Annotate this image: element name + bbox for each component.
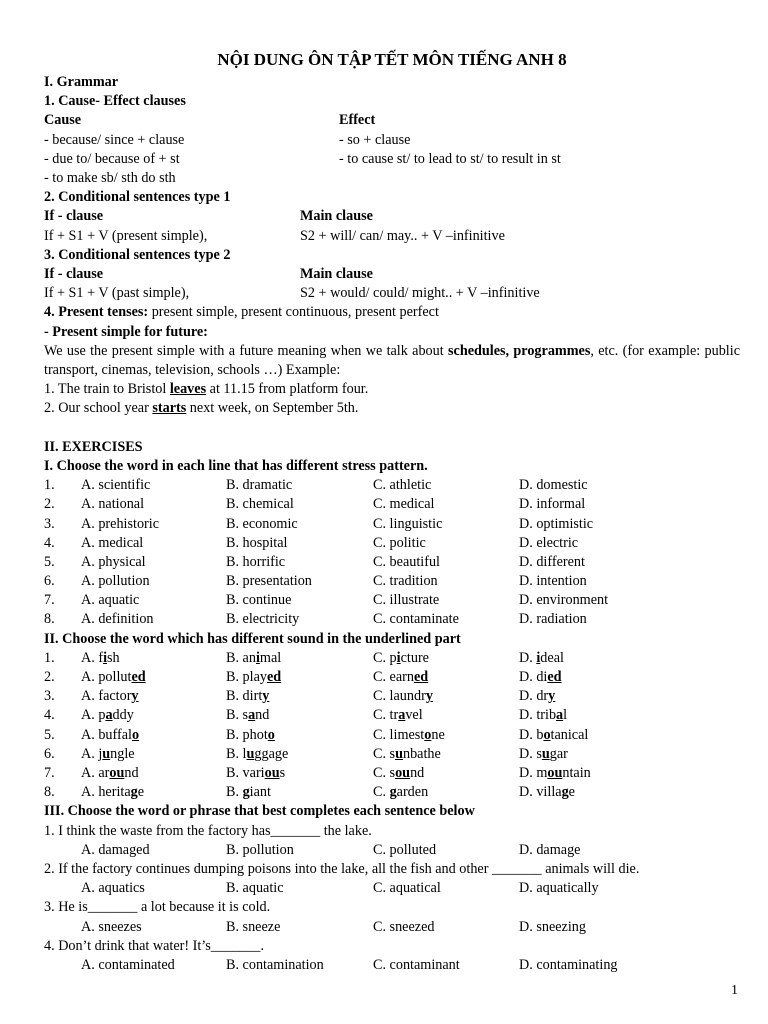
if-clause-formula: If + S1 + V (past simple), [44, 285, 190, 302]
option-text: l [563, 707, 568, 724]
part-3-heading: III. Choose the word or phrase that best completes each sentence below [44, 803, 475, 820]
question-row [44, 687, 740, 706]
option-a: A. prehistoric [81, 515, 160, 532]
option-a [81, 783, 144, 802]
question-row [44, 706, 740, 725]
underlined-part: ou [264, 764, 280, 781]
option-d: D. electric [519, 534, 579, 551]
option-text: ne [431, 726, 445, 743]
example-keyword: starts [152, 400, 187, 417]
option-d [519, 687, 555, 706]
option-a: A. contaminated [81, 956, 175, 973]
option-a: A. physical [81, 553, 146, 570]
option-b [226, 668, 281, 687]
option-c [373, 706, 423, 725]
question-number: 7. [44, 592, 55, 609]
option-text: nd [124, 764, 139, 781]
question-text: 4. Don’t drink that water! It’s_______. [44, 937, 265, 954]
option-a: A. scientific [81, 477, 151, 494]
option-text: A. factor [81, 688, 132, 705]
option-c [373, 726, 445, 745]
option-b: B. continue [226, 592, 292, 609]
underlined-part: o [131, 726, 140, 743]
effect-item: - so + clause [339, 131, 411, 148]
option-d: D. aquatically [519, 880, 599, 897]
section-1-heading: 1. Cause- Effect clauses [44, 93, 186, 110]
option-d: D. optimistic [519, 515, 594, 532]
option-text: B. phot [226, 726, 268, 743]
completion-question-list [44, 822, 740, 976]
cause-item: - to make sb/ sth do sth [44, 169, 176, 186]
option-a: A. pollution [81, 573, 150, 590]
option-text: deal [540, 649, 564, 666]
option-text: A. j [81, 745, 103, 762]
question-row [44, 610, 740, 629]
option-d: D. damage [519, 841, 581, 858]
option-b [226, 706, 269, 725]
option-text: tanical [550, 726, 589, 743]
underlined-part: o [543, 726, 551, 743]
question-number: 3. [44, 515, 55, 532]
question-number: 8. [44, 611, 55, 628]
option-text: A. f [81, 649, 104, 666]
question-number: 3. [44, 688, 55, 705]
option-text: B. l [226, 745, 247, 762]
option-a: A. damaged [81, 841, 150, 858]
option-c: C. tradition [373, 573, 438, 590]
option-d: D. informal [519, 496, 586, 513]
option-text: vel [405, 707, 423, 724]
main-clause-label: Main clause [300, 208, 373, 225]
cause-label: Cause [44, 112, 82, 129]
underlined-part: ed [413, 669, 429, 686]
question-number: 7. [44, 764, 55, 781]
option-text: e [568, 784, 575, 801]
question-text: 3. He is_______ a lot because it is cold. [44, 899, 271, 916]
option-b: B. chemical [226, 496, 294, 513]
option-text: B. [226, 784, 243, 801]
example-text: 1. The train to Bristol [44, 381, 170, 398]
option-a: A. national [81, 496, 145, 513]
question-row [44, 476, 740, 495]
option-text: D. m [519, 764, 548, 781]
option-b [226, 764, 285, 783]
option-a: A. medical [81, 534, 144, 551]
example-text: 2. Our school year [44, 400, 153, 417]
option-text: arden [396, 784, 429, 801]
section-2-heading: 2. Conditional sentences type 1 [44, 189, 231, 206]
question-row [44, 591, 740, 610]
underlined-part: u [102, 745, 111, 762]
option-text: B. dirt [226, 688, 263, 705]
option-text: C. earn [373, 669, 414, 686]
example-keyword: leaves [169, 381, 207, 398]
option-c: C. polluted [373, 841, 437, 858]
option-text: cture [400, 649, 429, 666]
underlined-part: y [425, 688, 433, 705]
spacer [44, 419, 740, 438]
question-number: 6. [44, 745, 55, 762]
option-c: C. illustrate [373, 592, 440, 609]
section-4-heading: 4. Present tenses: [44, 304, 149, 321]
option-text: A. pollut [81, 669, 132, 686]
question-number: 8. [44, 784, 55, 801]
question-row [44, 668, 740, 687]
underlined-part: u [395, 745, 403, 762]
option-text: ngle [110, 745, 135, 762]
option-text: B. play [226, 669, 267, 686]
example-2 [44, 399, 740, 418]
answer-row [44, 879, 740, 898]
example-text: at 11.15 from platform four. [206, 381, 369, 398]
question-row [44, 745, 740, 764]
option-c: C. sneezed [373, 918, 435, 935]
option-d [519, 726, 588, 745]
underlined-part: ou [395, 764, 411, 781]
question-number: 5. [44, 553, 55, 570]
option-a [81, 764, 139, 783]
option-d: D. radiation [519, 611, 587, 628]
option-text: D. trib [519, 707, 557, 724]
option-d: D. domestic [519, 477, 588, 494]
underlined-part: a [105, 707, 113, 724]
underlined-part: g [242, 784, 250, 801]
effect-label: Effect [339, 112, 376, 129]
option-text: D. dr [519, 688, 549, 705]
option-d [519, 745, 568, 764]
if-clause-formula: If + S1 + V (present simple), [44, 227, 208, 244]
underlined-part: a [556, 707, 564, 724]
option-text: nd [410, 764, 425, 781]
main-clause-formula: S2 + will/ can/ may.. + V –infinitive [300, 227, 505, 244]
option-text: B. vari [226, 764, 265, 781]
option-a [81, 745, 135, 764]
option-text: D. di [519, 669, 548, 686]
grammar-heading: I. Grammar [44, 74, 119, 90]
page-number: 1 [731, 983, 738, 998]
part-2-heading: II. Choose the word which has different sound in the underlined part [44, 630, 461, 647]
underlined-part: a [398, 707, 406, 724]
option-c [373, 764, 424, 783]
exercises-heading: II. EXERCISES [44, 438, 143, 455]
option-b: B. aquatic [226, 880, 284, 897]
question-row [44, 783, 740, 802]
option-text: C. [373, 784, 390, 801]
underlined-part: y [548, 688, 556, 705]
option-text: B. s [226, 707, 249, 724]
option-text: C. s [373, 764, 396, 781]
option-text: ddy [112, 707, 134, 724]
answer-row [44, 841, 740, 860]
option-c: C. beautiful [373, 553, 440, 570]
cause-item: - because/ since + clause [44, 131, 185, 148]
option-text: D. villa [519, 784, 562, 801]
option-b [226, 745, 288, 764]
option-a [81, 668, 146, 687]
question-number: 1. [44, 477, 55, 494]
option-b: B. hospital [226, 534, 288, 551]
cause-effect-header [44, 111, 740, 130]
option-text: A. buffal [81, 726, 132, 743]
option-a: A. sneezes [81, 918, 142, 935]
underlined-part: g [389, 784, 397, 801]
option-text: B. an [226, 649, 256, 666]
option-a: A. aquatic [81, 592, 140, 609]
cause-effect-row [44, 150, 740, 169]
question-number: 6. [44, 573, 55, 590]
main-clause-formula: S2 + would/ could/ might.. + V –infinitive [300, 285, 540, 302]
option-d [519, 649, 564, 668]
option-d: D. intention [519, 573, 587, 590]
present-simple-future-paragraph [44, 342, 740, 380]
option-b: B. pollution [226, 841, 294, 858]
option-c: C. linguistic [373, 515, 443, 532]
question-row [44, 726, 740, 745]
question-row [44, 649, 740, 668]
option-text: C. p [373, 649, 397, 666]
effect-item: - to cause st/ to lead to st/ to result in st [339, 150, 561, 167]
if-clause-label: If - clause [44, 265, 104, 282]
conditional-2-header [44, 265, 740, 284]
paragraph-bold: schedules, programmes [448, 342, 591, 359]
question-row [44, 515, 740, 534]
option-d: D. sneezing [519, 918, 586, 935]
option-text: ntain [562, 764, 591, 781]
option-c: C. athletic [373, 477, 432, 494]
option-a [81, 687, 139, 706]
option-b: B. presentation [226, 573, 312, 590]
option-b: B. dramatic [226, 477, 293, 494]
option-c [373, 649, 429, 668]
option-text: nbathe [402, 745, 441, 762]
option-c: C. contaminant [373, 956, 460, 973]
stress-question-list [44, 476, 740, 630]
option-text: C. s [373, 745, 396, 762]
option-c [373, 668, 428, 687]
answer-row [44, 956, 740, 975]
option-d [519, 783, 575, 802]
option-c [373, 687, 433, 706]
option-text: D. s [519, 745, 542, 762]
option-b: B. electricity [226, 611, 300, 628]
option-a [81, 726, 139, 745]
section-4-text: present simple, present continuous, present perfect [148, 304, 439, 321]
option-d: D. contaminating [519, 956, 618, 973]
option-text: A. p [81, 707, 106, 724]
sound-question-list [44, 649, 740, 803]
page-title: NỘI DUNG ÔN TẬP TẾT MÔN TIẾNG ANH 8 [217, 50, 567, 69]
option-a [81, 706, 134, 725]
conditional-1-header [44, 207, 740, 226]
option-d [519, 764, 591, 783]
paragraph-text: We use the present simple with a future meaning when we talk about [44, 342, 448, 359]
question-number: 2. [44, 669, 55, 686]
option-a: A. definition [81, 611, 154, 628]
option-b: B. sneeze [226, 918, 281, 935]
underlined-part: y [131, 688, 139, 705]
question-row [44, 553, 740, 572]
underlined-part: ed [547, 669, 562, 686]
section-3-heading: 3. Conditional sentences type 2 [44, 246, 231, 263]
underlined-part: i [255, 649, 260, 666]
option-text: C. limest [373, 726, 425, 743]
question-number: 1. [44, 649, 55, 666]
option-text: nd [255, 707, 270, 724]
underlined-part: g [561, 784, 569, 801]
option-b [226, 783, 271, 802]
question-number: 2. [44, 496, 55, 513]
option-text: gar [549, 745, 568, 762]
option-text: e [137, 784, 145, 801]
underlined-part: ed [266, 669, 282, 686]
option-text: mal [259, 649, 282, 666]
option-b [226, 649, 281, 668]
underlined-part: a [248, 707, 256, 724]
option-b: B. contamination [226, 956, 324, 973]
option-b: B. economic [226, 515, 298, 532]
underlined-part: u [246, 745, 255, 762]
answer-row [44, 918, 740, 937]
section-4 [44, 303, 740, 322]
paragraph-text: , etc. (for example: public transport, cinemas, television, schools …) Example: [44, 342, 740, 378]
cause-effect-row [44, 169, 740, 188]
question-row [44, 495, 740, 514]
question-row [44, 764, 740, 783]
option-text: C. tr [373, 707, 399, 724]
option-d: D. environment [519, 592, 609, 609]
example-text: next week, on September 5th. [186, 400, 359, 417]
underlined-part: i [536, 649, 541, 666]
main-clause-label: Main clause [300, 265, 373, 282]
document-content [44, 47, 740, 975]
option-text: sh [107, 649, 120, 666]
underlined-part: g [130, 784, 138, 801]
underlined-part: ou [547, 764, 563, 781]
underlined-part: ou [109, 764, 125, 781]
question-number: 4. [44, 707, 55, 724]
question-text: 2. If the factory continues dumping poisons into the lake, all the fish and other _______ animals will die. [44, 860, 640, 877]
conditional-1-formula [44, 227, 740, 246]
underlined-part: i [103, 649, 108, 666]
option-d: D. different [519, 553, 585, 570]
option-text: A. herita [81, 784, 131, 801]
section-5-heading: - Present simple for future: [44, 323, 208, 340]
option-b: B. horrific [226, 553, 286, 570]
option-text: s [279, 764, 286, 781]
underlined-part: ed [131, 669, 146, 686]
option-text: D. [519, 649, 537, 666]
conditional-2-formula [44, 284, 740, 303]
option-text: D. b [519, 726, 544, 743]
question-row [44, 534, 740, 553]
option-b [226, 726, 275, 745]
part-1-heading: I. Choose the word in each line that has different stress pattern. [44, 457, 428, 474]
underlined-part: o [424, 726, 432, 743]
option-c: C. medical [373, 496, 435, 513]
underlined-part: o [267, 726, 275, 743]
cause-item: - due to/ because of + st [44, 150, 180, 167]
option-a: A. aquatics [81, 880, 145, 897]
option-text: A. ar [81, 764, 110, 781]
example-1 [44, 380, 740, 399]
option-a [81, 649, 120, 668]
if-clause-label: If - clause [44, 208, 104, 225]
question-text: 1. I think the waste from the factory has_______ the lake. [44, 822, 372, 839]
option-c: C. politic [373, 534, 426, 551]
cause-effect-row [44, 131, 740, 150]
underlined-part: y [262, 688, 270, 705]
underlined-part: u [541, 745, 550, 762]
option-c [373, 745, 441, 764]
option-d [519, 668, 562, 687]
option-b [226, 687, 269, 706]
question-number: 4. [44, 534, 55, 551]
option-c [373, 783, 428, 802]
question-number: 5. [44, 726, 55, 743]
option-d [519, 706, 567, 725]
option-c: C. aquatical [373, 880, 441, 897]
option-text: ggage [254, 745, 289, 762]
question-row [44, 572, 740, 591]
underlined-part: i [396, 649, 401, 666]
option-text: iant [249, 784, 271, 801]
option-text: C. laundr [373, 688, 426, 705]
option-c: C. contaminate [373, 611, 459, 628]
